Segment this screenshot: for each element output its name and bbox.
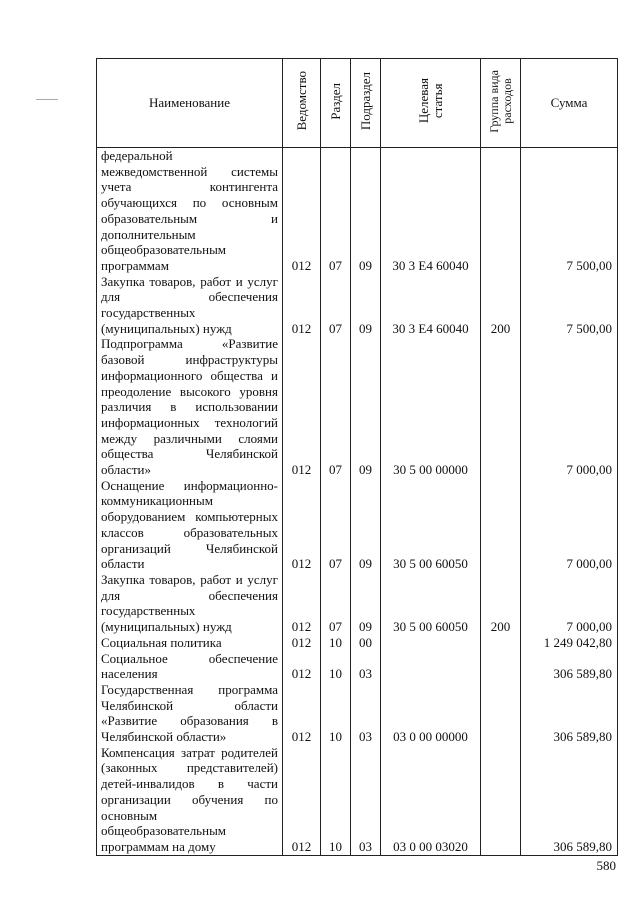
row-gruppa: 200 [481, 572, 521, 635]
row-summa: 306 589,80 [521, 745, 618, 855]
table-row [97, 651, 618, 682]
row-name: Социальное обеспечение населения [97, 651, 283, 682]
row-gruppa [481, 478, 521, 572]
row-name: Закупка товаров, работ и услуг для обеспечения государственных (муниципальных) нужд [97, 572, 283, 635]
table-row [97, 478, 618, 572]
row-name: Социальная политика [97, 635, 283, 651]
row-name: Закупка товаров, работ и услуг для обеспечения государственных (муниципальных) нужд [97, 274, 283, 337]
row-name: Подпрограмма «Развитие базовой инфраструктуры информационного общества и преодоление высокого уровня различия в использовании информационных технологий между различными слоями общества Челябинской области» [97, 336, 283, 477]
row-podrazdel: 03 [351, 682, 381, 745]
row-summa: 7 000,00 [521, 478, 618, 572]
table-row [97, 274, 618, 337]
row-podrazdel: 09 [351, 336, 381, 477]
table-row [97, 682, 618, 745]
row-ved: 012 [283, 336, 321, 477]
header-name: Наименование [97, 59, 283, 148]
header-gruppa: Группа вида расходов [481, 59, 521, 148]
row-razdel: 10 [321, 745, 351, 855]
row-gruppa [481, 336, 521, 477]
row-summa: 306 589,80 [521, 682, 618, 745]
row-celevaya: 03 0 00 00000 [381, 682, 481, 745]
row-name: Оснащение информационно-коммуникационным оборудованием компьютерных классов образовательных организаций Челябинской области [97, 478, 283, 572]
row-summa: 1 249 042,80 [521, 635, 618, 651]
row-razdel: 07 [321, 572, 351, 635]
row-ved: 012 [283, 274, 321, 337]
row-razdel: 10 [321, 651, 351, 682]
row-celevaya: 03 0 00 03020 [381, 745, 481, 855]
table-row [97, 635, 618, 651]
row-summa: 306 589,80 [521, 651, 618, 682]
row-summa: 7 500,00 [521, 274, 618, 337]
row-summa: 7 000,00 [521, 336, 618, 477]
row-ved: 012 [283, 572, 321, 635]
row-razdel: 10 [321, 635, 351, 651]
row-gruppa [481, 635, 521, 651]
row-ved: 012 [283, 745, 321, 855]
row-gruppa [481, 651, 521, 682]
row-ved: 012 [283, 682, 321, 745]
row-razdel: 07 [321, 148, 351, 274]
row-podrazdel: 00 [351, 635, 381, 651]
margin-mark [36, 99, 58, 100]
row-podrazdel: 09 [351, 572, 381, 635]
row-razdel: 07 [321, 274, 351, 337]
header-razdel: Раздел [321, 59, 351, 148]
row-gruppa [481, 148, 521, 274]
row-ved: 012 [283, 651, 321, 682]
row-celevaya: 30 5 00 60050 [381, 478, 481, 572]
row-celevaya: 30 5 00 00000 [381, 336, 481, 477]
row-name: федеральной межведомственной системы учета контингента обучающихся по основным образовательным и дополнительным общеобразовательным программам [97, 148, 283, 274]
row-gruppa [481, 682, 521, 745]
row-name: Государственная программа Челябинской области «Развитие образования в Челябинской области» [97, 682, 283, 745]
row-name: Компенсация затрат родителей (законных представителей) детей-инвалидов в части организации обучения по основным общеобразовательным программам на дому [97, 745, 283, 855]
row-podrazdel: 03 [351, 651, 381, 682]
header-summa: Сумма [521, 59, 618, 148]
row-razdel: 07 [321, 336, 351, 477]
row-ved: 012 [283, 478, 321, 572]
header-vedomstvo: Ведомство [283, 59, 321, 148]
header-celevaya: Целевая статья [381, 59, 481, 148]
table-row [97, 745, 618, 855]
row-podrazdel: 03 [351, 745, 381, 855]
header-podrazdel: Подраздел [351, 59, 381, 148]
row-razdel: 07 [321, 478, 351, 572]
row-celevaya: 30 3 Е4 60040 [381, 274, 481, 337]
row-podrazdel: 09 [351, 478, 381, 572]
row-celevaya: 30 3 Е4 60040 [381, 148, 481, 274]
row-razdel: 10 [321, 682, 351, 745]
table-row [97, 336, 618, 477]
row-gruppa [481, 745, 521, 855]
table-row [97, 572, 618, 635]
table-header-row [97, 59, 618, 148]
row-celevaya: 30 5 00 60050 [381, 572, 481, 635]
row-ved: 012 [283, 148, 321, 274]
row-summa: 7 500,00 [521, 148, 618, 274]
table-row [97, 148, 618, 274]
row-celevaya [381, 651, 481, 682]
row-summa: 7 000,00 [521, 572, 618, 635]
budget-table-sheet [96, 58, 617, 854]
row-ved: 012 [283, 635, 321, 651]
row-podrazdel: 09 [351, 274, 381, 337]
row-podrazdel: 09 [351, 148, 381, 274]
row-celevaya [381, 635, 481, 651]
row-gruppa: 200 [481, 274, 521, 337]
page-number: 580 [596, 858, 616, 873]
budget-table [96, 58, 618, 856]
